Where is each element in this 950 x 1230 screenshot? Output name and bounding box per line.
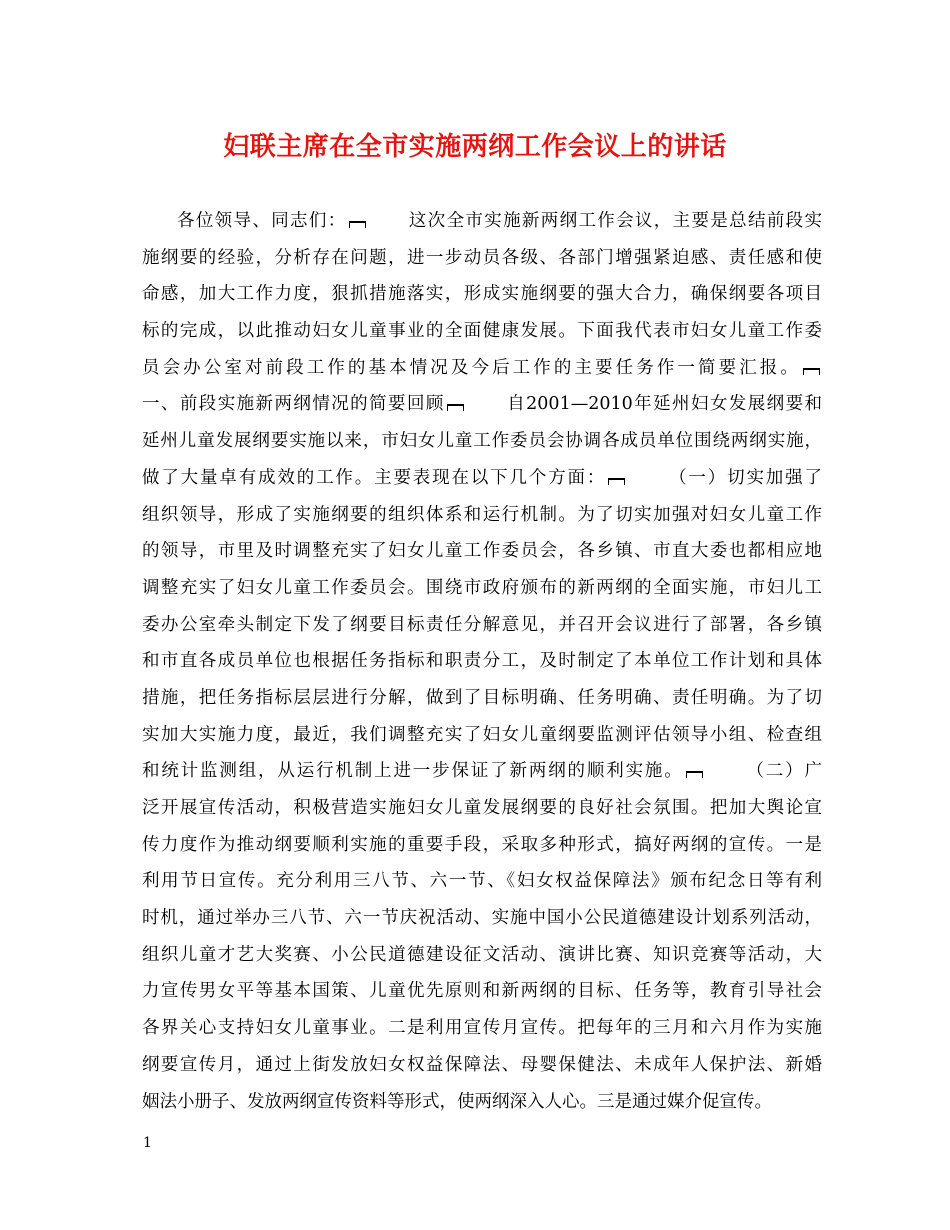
text-line: 力宣传男女平等基本国策、儿童优先原则和新两纲的目标、任务等，教育引导社会 (142, 981, 822, 1002)
text-segment: 各位领导、同志们： (177, 211, 347, 231)
text-segment: （二）广 (744, 761, 822, 782)
page-number: 1 (143, 1135, 152, 1151)
text-line: 和市直各成员单位也根据任务指标和职责分工，及时制定了本单位工作计划和具体 (142, 651, 822, 672)
text-line: 泛开展宣传活动，积极营造实施妇女儿童发展纲要的良好社会氛围。把加大舆论宣 (142, 798, 822, 818)
document-body (142, 205, 822, 1122)
text-line: 实加大实施力度，最近，我们调整充实了妇女儿童纲要监测评估领导小组、检查组 (142, 724, 822, 745)
text-segment: 这次全市实施新两纲工作会议，主要是总结前段实 (407, 211, 823, 231)
text-line (142, 755, 822, 792)
text-line: 纲要宣传月，通过上街发放妇女权益保障法、母婴保健法、未成年人保护法、新婚 (142, 1054, 822, 1075)
text-line: 调整充实了妇女儿童工作委员会。围绕市政府颁布的新两纲的全面实施，市妇儿工 (142, 577, 822, 598)
text-line: 的领导，市里及时调整充实了妇女儿童工作委员会，各乡镇、市直大委也都相应地 (142, 541, 822, 562)
paragraph-mark-icon (447, 404, 464, 411)
page-title: 妇联主席在全市实施两纲工作会议上的讲话 (223, 132, 727, 162)
text-line: 传力度作为推动纲要顺利实施的重要手段，采取多种形式，搞好两纲的宣传。一是 (142, 834, 822, 855)
text-segment: 自2001—2010年延州妇女发展纲要和 (505, 394, 822, 415)
text-line: 措施，把任务指标层层进行分解，做到了目标明确、任务明确、责任明确。为了切 (142, 687, 822, 708)
text-line: 时机，通过举办三八节、六一节庆祝活动、实施中国小公民道德建设计划系列活动， (142, 908, 822, 929)
text-segment: 员会办公室对前段工作的基本情况及今后工作的主要任务作一简要汇报。 (142, 357, 801, 378)
text-segment: （一）切实加强了 (667, 467, 822, 488)
paragraph-mark-icon (686, 771, 703, 778)
text-line: 委办公室牵头制定下发了纲要目标责任分解意见，并召开会议进行了部署，各乡镇 (142, 614, 822, 635)
text-line (142, 352, 822, 389)
text-line (142, 205, 822, 242)
text-line (142, 462, 822, 499)
text-segment: 和统计监测组，从运行机制上进一步保证了新两纲的顺利实施。 (142, 761, 684, 782)
section-heading: 一、前段实施新两纲情况的简要回顾 (142, 394, 445, 415)
text-line: 命感，加大工作力度，狠抓措施落实，形成实施纲要的强大合力，确保纲要各项目 (142, 284, 822, 305)
text-line: 各界关心支持妇女儿童事业。二是利用宣传月宣传。把每年的三月和六月作为实施 (142, 1018, 822, 1039)
text-line: 标的完成，以此推动妇女儿童事业的全面健康发展。下面我代表市妇女儿童工作委 (142, 321, 822, 342)
text-line: 延州儿童发展纲要实施以来，市妇女儿童工作委员会协调各成员单位围绕两纲实施， (142, 431, 822, 452)
text-line: 组织儿童才艺大奖赛、小公民道德建设征文活动、演讲比赛、知识竞赛等活动，大 (142, 944, 822, 965)
text-line (142, 388, 822, 425)
text-line: 组织领导，形成了实施纲要的组织体系和运行机制。为了切实加强对妇女儿童工作 (142, 504, 822, 525)
text-line: 姻法小册子、发放两纲宣传资料等形式，使两纲深入人心。三是通过媒介促宣传。 (142, 1091, 772, 1112)
text-line: 施纲要的经验，分析存在问题，进一步动员各级、各部门增强紧迫感、责任感和使 (142, 247, 822, 268)
text-segment: 做了大量卓有成效的工作。主要表现在以下几个方面： (142, 467, 607, 488)
paragraph-mark-icon (349, 221, 366, 228)
paragraph-mark-icon (608, 478, 625, 485)
paragraph-mark-icon (803, 368, 820, 375)
text-line: 利用节日宣传。充分利用三八节、六一节、《妇女权益保障法》颁布纪念日等有利 (142, 871, 822, 892)
